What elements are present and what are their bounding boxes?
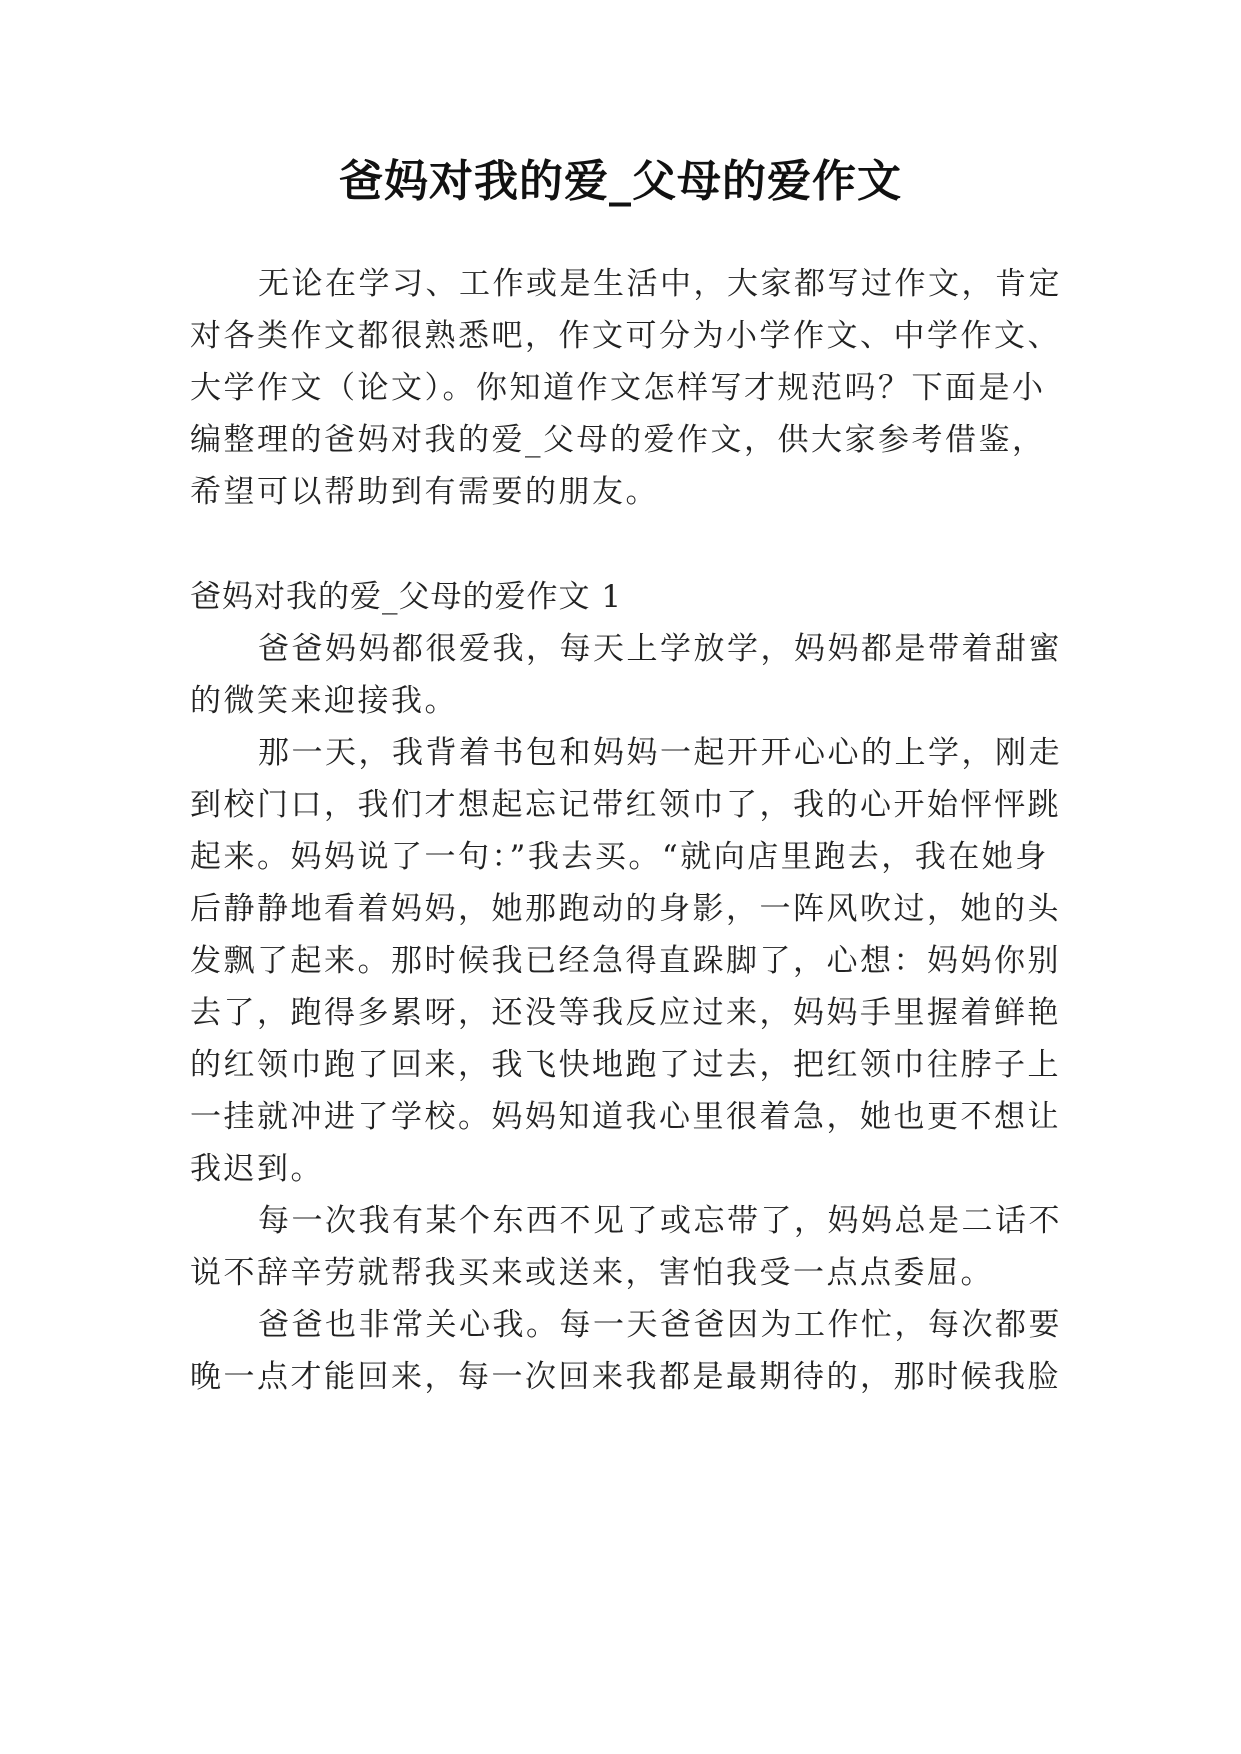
paragraph-line: 那一天，我背着书包和妈妈一起开开心心的上学，刚走 xyxy=(258,735,1062,771)
intro-line: 希望可以帮助到有需要的朋友。 xyxy=(190,474,659,510)
paragraph-line: 后静静地看着妈妈，她那跑动的身影，一阵风吹过，她的头 xyxy=(190,891,1061,927)
document-title: 爸妈对我的爱_父母的爱作文 xyxy=(339,156,902,207)
paragraph-line: 爸爸也非常关心我。每一天爸爸因为工作忙，每次都要 xyxy=(258,1307,1062,1343)
paragraph-line: 的红领巾跑了回来，我飞快地跑了过去，把红领巾往脖子上 xyxy=(190,1047,1061,1083)
section-heading: 爸妈对我的爱_父母的爱作文 1 xyxy=(190,579,623,615)
paragraph-line: 晚一点才能回来，每一次回来我都是最期待的，那时候我脸 xyxy=(190,1359,1061,1395)
intro-line: 无论在学习、工作或是生活中，大家都写过作文，肯定 xyxy=(258,266,1062,302)
paragraph-line: 说不辞辛劳就帮我买来或送来，害怕我受一点点委屈。 xyxy=(190,1255,994,1291)
intro-line: 对各类作文都很熟悉吧，作文可分为小学作文、中学作文、 xyxy=(190,318,1061,354)
intro-line: 大学作文（论文）。你知道作文怎样写才规范吗？下面是小 xyxy=(190,370,1046,406)
paragraph-line: 一挂就冲进了学校。妈妈知道我心里很着急，她也更不想让 xyxy=(190,1099,1061,1135)
paragraph-line: 爸爸妈妈都很爱我，每天上学放学，妈妈都是带着甜蜜 xyxy=(258,631,1062,667)
paragraph-line: 我迟到。 xyxy=(190,1151,324,1187)
intro-line: 编整理的爸妈对我的爱_父母的爱作文，供大家参考借鉴， xyxy=(190,422,1046,458)
paragraph-line: 起来。妈妈说了一句：”我去买。“就向店里跑去，我在她身 xyxy=(190,839,1049,875)
paragraph-line: 每一次我有某个东西不见了或忘带了，妈妈总是二话不 xyxy=(258,1203,1062,1239)
paragraph-line: 的微笑来迎接我。 xyxy=(190,683,458,719)
paragraph-line: 到校门口，我们才想起忘记带红领巾了，我的心开始怦怦跳 xyxy=(190,787,1061,823)
paragraph-line: 去了，跑得多累呀，还没等我反应过来，妈妈手里握着鲜艳 xyxy=(190,995,1061,1031)
paragraph-line: 发飘了起来。那时候我已经急得直跺脚了，心想：妈妈你别 xyxy=(190,943,1061,979)
